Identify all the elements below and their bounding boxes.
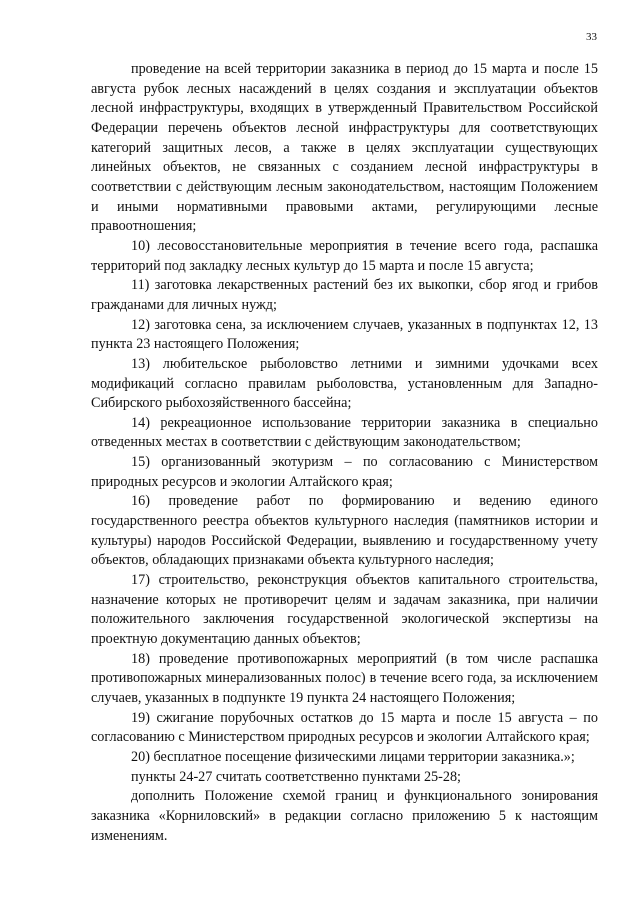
paragraph-item-12: 12) заготовка сена, за исключением случаев, указанных в подпунктах 12, 13 пункта 23 настоящего Положения; <box>91 316 598 353</box>
paragraph-item-17: 17) строительство, реконструкция объектов капитального строительства, назначение которых не противоречит целям и задачам заказника, при наличии положительного заключения государственной экологической экспертизы на проектную документацию данных объектов; <box>91 572 598 648</box>
paragraph-supplement: дополнить Положение схемой границ и функционального зонирования заказника «Корниловский» в редакции согласно приложению 5 к настоящим изменениям. <box>91 788 598 844</box>
paragraph-item-19: 19) сжигание порубочных остатков до 15 марта и после 15 августа – по согласованию с Министерством природных ресурсов и экологии Алтайского края; <box>91 709 598 746</box>
paragraph-item-15: 15) организованный экотуризм – по согласованию с Министерством природных ресурсов и экологии Алтайского края; <box>91 454 598 490</box>
paragraph-item-20: 20) бесплатное посещение физическими лицами территории заказника.»; <box>131 748 575 765</box>
paragraph-item-11: 11) заготовка лекарственных растений без их выкопки, сбор ягод и грибов гражданами для личных нужд; <box>91 277 598 313</box>
paragraph-renumber: пункты 24-27 считать соответственно пунктами 25-28; <box>131 768 462 785</box>
paragraph-item-18: 18) проведение противопожарных мероприятий (в том числе распашка противопожарных минерализованных полос) в течение всего года, за исключением случаев, указанных в подпункте 19 пункта 24 настоящего Положения; <box>91 650 598 706</box>
paragraph-item-16: 16) проведение работ по формированию и ведению единого государственного реестра объектов культурного наследия (памятников истории и культуры) народов Российской Федерации, выявлению и государственному учету объектов, обладающих признаками объекта культурного наследия; <box>91 493 598 569</box>
paragraph-item-10: 10) лесовосстановительные мероприятия в течение всего года, распашка территорий под закладку лесных культур до 15 марта и после 15 августа; <box>91 237 598 274</box>
paragraph-item-14: 14) рекреационное использование территории заказника в специально отведенных местах в соответствии с действующим законодательством; <box>91 414 598 451</box>
paragraph-continuation: проведение на всей территории заказника в период до 15 марта и после 15 августа рубок лесных насаждений в целях создания и эксплуатации объектов лесной инфраструктуры, входящих в утвержденный Правительством Российской Федерации перечень объектов лесной инфраструктуры для соответствующих категорий защитных лесов, а также в целях эксплуатации существующих линейных объектов, не связанных с созданием лесной инфраструктуры в соответствии с действующим лесным законодательством, настоящим Положением и иными нормативными правовыми актами, регулирующими лесные правоотношения; <box>91 61 598 235</box>
document-body <box>91 60 598 846</box>
page-number: 33 <box>586 31 597 43</box>
paragraph-item-13: 13) любительское рыболовство летними и зимними удочками всех модификаций согласно правилам рыболовства, установленным для Западно-Сибирского рыбохозяйственного бассейна; <box>91 355 598 412</box>
